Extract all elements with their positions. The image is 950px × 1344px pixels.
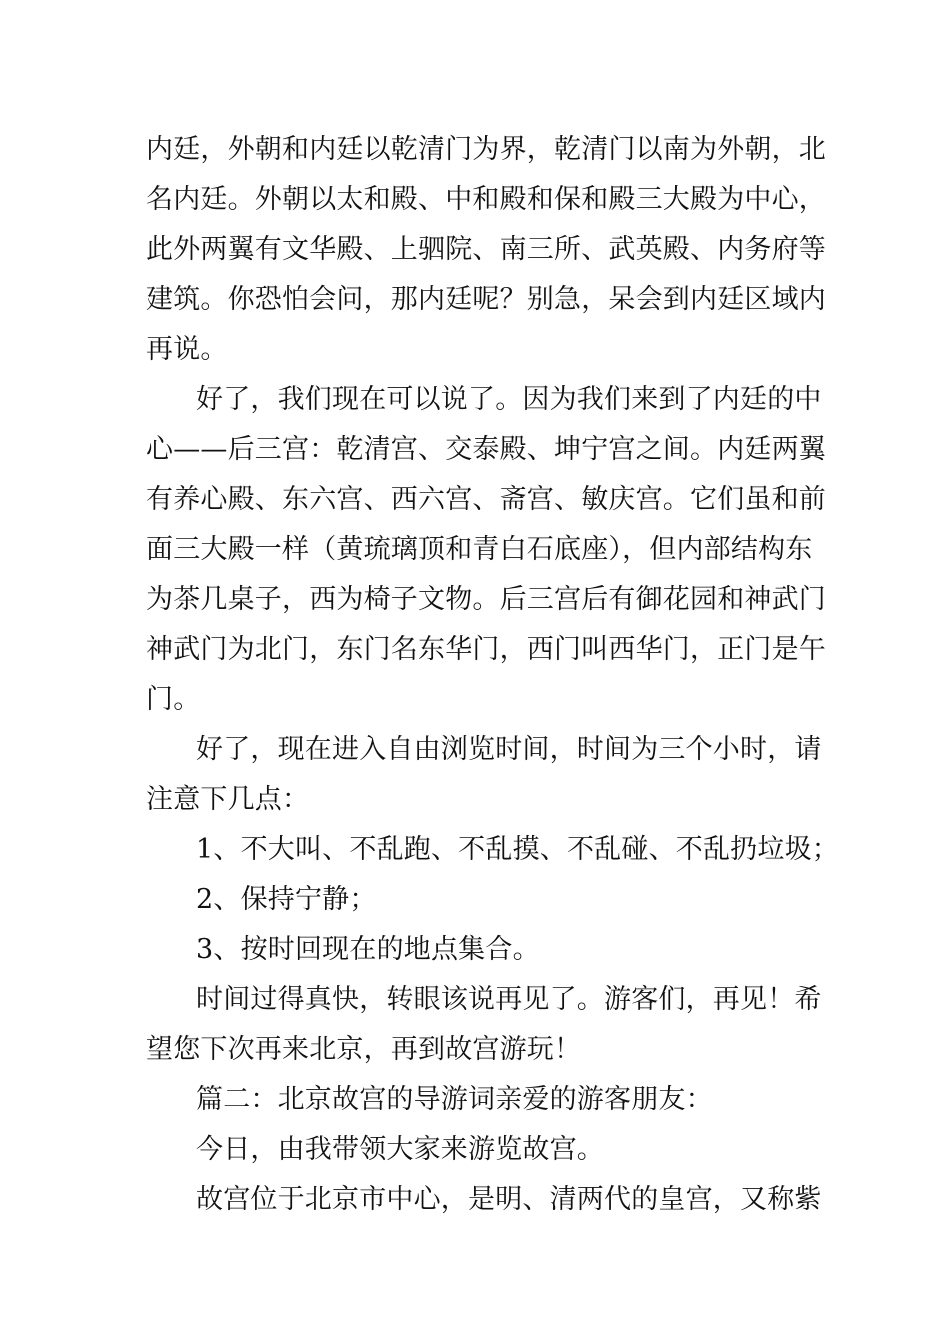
text-line: 望您下次再来北京，再到故宫游玩！ xyxy=(146,1034,582,1065)
text-line: 内廷，外朝和内廷以乾清门为界，乾清门以南为外朝，北 xyxy=(146,134,826,165)
text-line: 神武门为北门，东门名东华门，西门叫西华门，正门是午 xyxy=(146,634,826,665)
list-item: 1、不大叫、不乱跑、不乱摸、不乱碰、不乱扔垃圾； xyxy=(196,834,839,865)
text-line: 面三大殿一样（黄琉璃顶和青白石底座），但内部结构东 xyxy=(146,534,813,565)
paragraph-start: 今日，由我带领大家来游览故宫。 xyxy=(196,1134,604,1165)
list-item: 2、保持宁静； xyxy=(196,884,377,915)
text-line: 心——后三宫：乾清宫、交泰殿、坤宁宫之间。内廷两翼 xyxy=(146,434,826,465)
paragraph-start: 好了，我们现在可以说了。因为我们来到了内廷的中 xyxy=(196,384,822,415)
list-item: 3、按时回现在的地点集合。 xyxy=(196,934,540,965)
paragraph-start: 时间过得真快，转眼该说再见了。游客们，再见！希 xyxy=(196,984,822,1015)
text-line: 再说。 xyxy=(146,334,228,365)
paragraph-start: 故宫位于北京市中心，是明、清两代的皇宫，又称紫 xyxy=(196,1184,822,1215)
text-line: 建筑。你恐怕会问，那内廷呢？别急，呆会到内廷区域内 xyxy=(146,284,826,315)
text-line: 此外两翼有文华殿、上驷院、南三所、武英殿、内务府等 xyxy=(146,234,826,265)
text-line: 门。 xyxy=(146,684,201,715)
paragraph-start: 好了，现在进入自由浏览时间，时间为三个小时，请 xyxy=(196,734,822,765)
section-heading: 篇二：北京故宫的导游词亲爱的游客朋友： xyxy=(196,1084,713,1115)
text-line: 为茶几桌子，西为椅子文物。后三宫后有御花园和神武门 xyxy=(146,584,826,615)
text-line: 注意下几点： xyxy=(146,784,310,815)
text-line: 有养心殿、东六宫、西六宫、斋宫、敏庆宫。它们虽和前 xyxy=(146,484,826,515)
text-line: 名内廷。外朝以太和殿、中和殿和保和殿三大殿为中心， xyxy=(146,184,826,215)
